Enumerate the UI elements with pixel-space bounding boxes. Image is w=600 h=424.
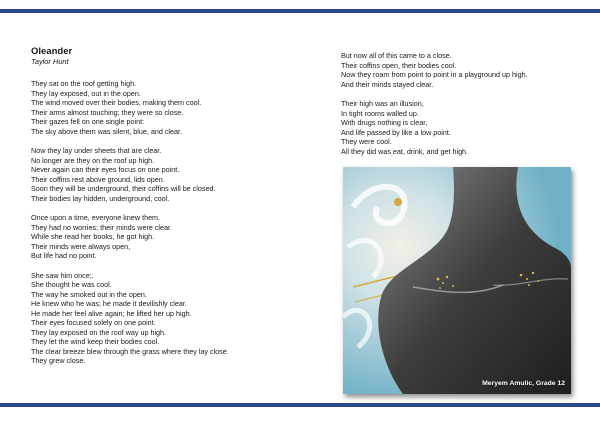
poem-line: But now all of this came to a close. <box>341 51 452 60</box>
poem-line: All they did was eat, drink, and get high. <box>341 146 469 156</box>
poem-line: She thought he was cool. <box>31 280 112 289</box>
stanza <box>31 213 321 261</box>
poem-line: Their coffins open, their bodies cool. <box>341 60 457 70</box>
stanza <box>341 99 591 156</box>
poem-line: The sky above them was silent, blue, and clear. <box>31 126 183 136</box>
poem-line: Their arms almost touching; they were so close. <box>31 107 184 117</box>
poem-line: They lay exposed on the roof way up high. <box>31 327 167 337</box>
poem-line: Now they roam from point to point in a playground up high. <box>341 70 528 79</box>
poem-line: They sat on the roof getting high. <box>31 79 137 88</box>
poem-line: Their gazes fell on one single point: <box>31 117 145 126</box>
poem-line: No longer are they on the roof up high. <box>31 155 155 165</box>
poem-line: Their bodies lay hidden, underground, cool. <box>31 193 170 203</box>
poem-line: And life passed by like a low point. <box>341 127 451 137</box>
poem-line: He knew who he was; he made it devilishly clear. <box>31 299 187 308</box>
poem-line: They had no worries; their minds were clear. <box>31 222 173 232</box>
poem-line: They were cool. <box>341 137 392 146</box>
stanza <box>31 79 321 136</box>
poem-line: The way he smoked out in the open. <box>31 289 147 299</box>
poem-line: In tight rooms walled up. <box>341 108 419 118</box>
poem-right-column <box>341 51 591 166</box>
stanza <box>31 146 321 203</box>
poem-left-column <box>31 46 321 376</box>
poem-line: Their high was an illusion, <box>341 99 424 108</box>
poem-line: While she read her books, he got high. <box>31 232 155 241</box>
poem-line: But life had no point. <box>31 251 97 260</box>
stanza <box>31 271 321 366</box>
poem-line: They grew close. <box>31 356 86 365</box>
poem-line: Their eyes focused solely on one point. <box>31 318 156 327</box>
poem-line: Never again can their eyes focus on one point. <box>31 165 180 174</box>
poem-title: Oleander <box>31 46 73 57</box>
poem-line: The clear breeze blew through the grass where they lay close. <box>31 346 229 356</box>
poem-line: They lay exposed, out in the open. <box>31 88 141 98</box>
poem-line: The wind moved over their bodies, making them cool. <box>31 98 202 107</box>
poem-line: She saw him once;. <box>31 270 94 280</box>
poem-line: They let the wind keep their bodies cool. <box>31 337 160 346</box>
artwork-image <box>343 167 571 394</box>
poem-line: Soon they will be underground, their coffins will be closed. <box>31 184 216 193</box>
poem-line: Now they lay under sheets that are clear. <box>31 146 162 155</box>
poem-line: Their coffins rest above ground, lids open. <box>31 174 165 184</box>
poem-line: Once upon a time, everyone knew them. <box>31 213 161 222</box>
bottom-rule <box>0 403 600 407</box>
artwork-portrait-icon <box>343 167 571 394</box>
poem-line: He made her feel alive again; he lifted her up high. <box>31 308 192 318</box>
artwork-caption: Meryem Amulic, Grade 12 <box>482 380 565 387</box>
poem-line: With drugs nothing is clear, <box>341 118 428 127</box>
top-rule <box>0 9 600 13</box>
poem-line: Their minds were always open, <box>31 241 131 251</box>
stanza <box>341 51 591 89</box>
poem-line: And their minds stayed clear. <box>341 79 434 89</box>
poem-author: Taylor Hunt <box>31 57 69 66</box>
